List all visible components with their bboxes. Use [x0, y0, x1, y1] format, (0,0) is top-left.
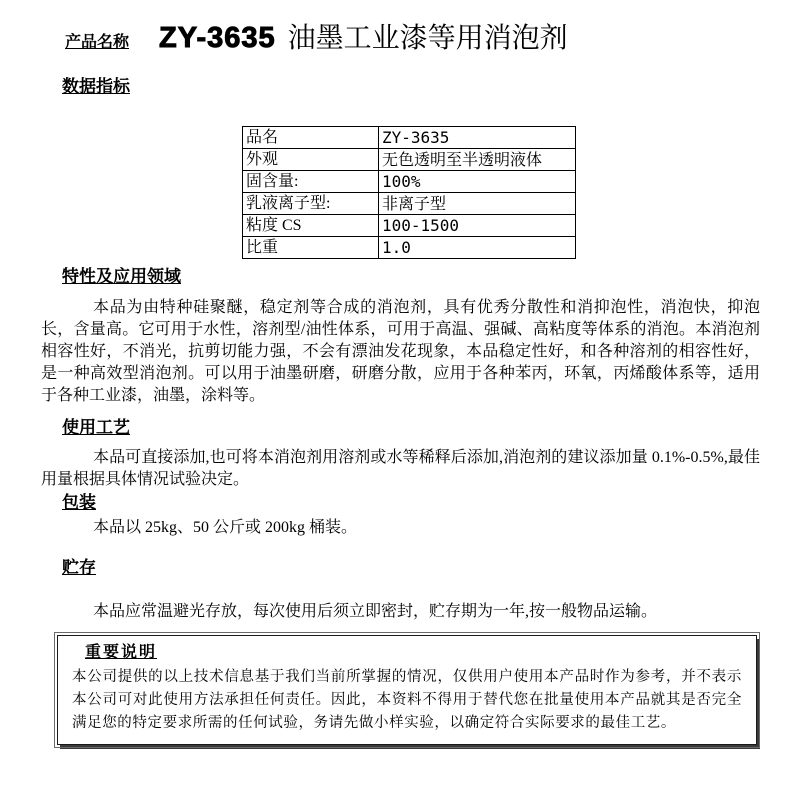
spec-label-cell: 比重 [243, 237, 379, 259]
storage-paragraph: 本品应常温避光存放，每次使用后须立即密封，贮存期为一年,按一般物品运输。 [93, 603, 658, 620]
spec-value-cell: 100% [379, 171, 576, 193]
packaging-heading: 包装 [62, 493, 96, 512]
spec-label-cell: 粘度 CS [243, 215, 379, 237]
spec-row [243, 193, 576, 215]
features-heading: 特性及应用领域 [62, 267, 181, 286]
section-heading-packaging [62, 492, 760, 514]
section-heading-features [62, 266, 760, 288]
data-index-heading: 数据指标 [62, 77, 130, 96]
notice-heading: 重要说明 [85, 644, 158, 661]
packaging-paragraph: 本品以 25kg、50 公斤或 200kg 桶装。 [93, 519, 358, 536]
page-header [65, 16, 760, 56]
product-title [159, 16, 568, 56]
product-cn-title: 油墨工业漆等用消泡剂 [287, 23, 568, 54]
notice-heading-row [85, 642, 742, 663]
notice-body: 本公司提供的以上技术信息基于我们当前所掌握的情况，仅供用户使用本产品时作为参考，并不表示本公司可对此使用方法承担任何责任。因此，本资料不得用于替代您在批量使用本产品就其是否完全满足您的特定要求所需的任何试验，务请先做小样实验，以确定符合实际要求的最佳工艺。 [72, 669, 742, 731]
spec-row [243, 127, 576, 149]
usage-heading: 使用工艺 [62, 418, 130, 437]
spec-value-cell: 1.0 [379, 237, 576, 259]
spec-table [242, 126, 576, 259]
spec-label-cell: 乳液离子型: [243, 193, 379, 215]
spec-row [243, 149, 576, 171]
spec-row [243, 215, 576, 237]
section-heading-data [62, 76, 760, 98]
spec-label-cell: 固含量: [243, 171, 379, 193]
spec-value-cell: 非离子型 [379, 193, 576, 215]
section-heading-usage [62, 417, 760, 439]
product-code: ZY-3635 [159, 22, 276, 54]
features-paragraph: 本品为由特种硅聚醚，稳定剂等合成的消泡剂，具有优秀分散性和消抑泡性，消泡快，抑泡长，含量高。它可用于水性，溶剂型/油性体系，可用于高温、强碱、高粘度等体系的消泡。本消泡剂相容性好，不消光，抗剪切能力强，不会有漂油发花现象，本品稳定性好，和各种溶剂的相容性好，是一种高效型消泡剂。可以用于油墨研磨，研磨分散，应用于各种苯丙，环氧，丙烯酸体系等，适用于各种工业漆，油墨，涂料等。 [41, 299, 760, 404]
storage-heading: 贮存 [62, 558, 96, 577]
usage-paragraph: 本品可直接添加,也可将本消泡剂用溶剂或水等稀释后添加,消泡剂的建议添加量 0.1%-0.5%,最佳用量根据具体情况试验决定。 [41, 449, 760, 488]
spec-label-cell: 品名 [243, 127, 379, 149]
spec-row [243, 171, 576, 193]
section-heading-storage [62, 557, 760, 579]
important-notice-box [57, 635, 757, 745]
product-name-label: 产品名称 [65, 34, 130, 51]
spec-row [243, 237, 576, 259]
spec-value-cell: 100-1500 [379, 215, 576, 237]
spec-label-cell: 外观 [243, 149, 379, 171]
spec-value-cell: 无色透明至半透明液体 [379, 149, 576, 171]
spec-value-cell: ZY-3635 [379, 127, 576, 149]
